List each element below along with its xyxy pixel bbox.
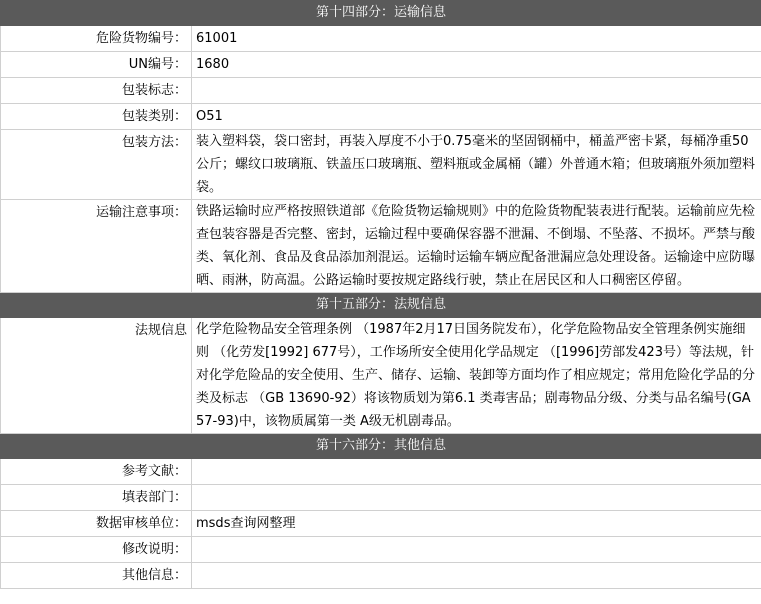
row-label: 法规信息 bbox=[1, 318, 192, 434]
table-row bbox=[1, 563, 761, 589]
table-row bbox=[1, 104, 761, 130]
section-title: 第十五部分：法规信息 bbox=[1, 293, 761, 318]
row-value bbox=[192, 485, 761, 511]
table-row bbox=[1, 130, 761, 200]
row-label: 参考文献： bbox=[1, 459, 192, 485]
table-row bbox=[1, 318, 761, 434]
row-label: 运输注意事项： bbox=[1, 200, 192, 293]
table-row bbox=[1, 537, 761, 563]
row-label: 修改说明： bbox=[1, 537, 192, 563]
row-label: 包装方法： bbox=[1, 130, 192, 200]
row-value: msds查询网整理 bbox=[192, 511, 761, 537]
row-value: 铁路运输时应严格按照铁道部《危险货物运输规则》中的危险货物配装表进行配装。运输前应先检查包装容器是否完整、密封，运输过程中要确保容器不泄漏、不倒塌、不坠落、不损坏。严禁与酸类、氧化剂、食品及食品添加剂混运。运输时运输车辆应配备泄漏应急处理设备。运输途中应防曝晒、雨淋，防高温。公路运输时要按规定路线行驶，禁止在居民区和人口稠密区停留。 bbox=[192, 200, 761, 293]
section-title: 第十四部分：运输信息 bbox=[1, 1, 761, 26]
row-label: 其他信息： bbox=[1, 563, 192, 589]
row-value bbox=[192, 459, 761, 485]
row-value: 装入塑料袋，袋口密封，再装入厚度不小于0.75毫米的坚固钢桶中，桶盖严密卡紧，每桶净重50公斤；螺纹口玻璃瓶、铁盖压口玻璃瓶、塑料瓶或金属桶（罐）外普通木箱；但玻璃瓶外须加塑料袋。 bbox=[192, 130, 761, 200]
table-row bbox=[1, 459, 761, 485]
row-value bbox=[192, 563, 761, 589]
section-title: 第十六部分：其他信息 bbox=[1, 434, 761, 459]
row-value: O51 bbox=[192, 104, 761, 130]
table-row bbox=[1, 26, 761, 52]
row-value: 化学危险物品安全管理条例 （1987年2月17日国务院发布），化学危险物品安全管理条例实施细则 （化劳发[1992] 677号），工作场所安全使用化学品规定 （[1996]劳部发423号）等法规，针对化学危险品的安全使用、生产、储存、运输、装卸等方面均作了相应规定；常用危险化学品的分类及标志 （GB 13690-92）将该物质划为第6.1 类毒害品；剧毒物品分级、分类与品名编号(GA 57-93)中，该物质属第一类 A级无机剧毒品。 bbox=[192, 318, 761, 434]
table-row bbox=[1, 78, 761, 104]
table-row bbox=[1, 200, 761, 293]
row-label: 包装标志： bbox=[1, 78, 192, 104]
row-label: UN编号： bbox=[1, 52, 192, 78]
section-header-other bbox=[1, 434, 761, 459]
table-row bbox=[1, 511, 761, 537]
row-label: 包装类别： bbox=[1, 104, 192, 130]
table-row bbox=[1, 52, 761, 78]
row-label: 危险货物编号： bbox=[1, 26, 192, 52]
row-label: 数据审核单位： bbox=[1, 511, 192, 537]
section-header-transport bbox=[1, 1, 761, 26]
row-value bbox=[192, 537, 761, 563]
row-value: 1680 bbox=[192, 52, 761, 78]
table-row bbox=[1, 485, 761, 511]
row-value: 61001 bbox=[192, 26, 761, 52]
section-header-regulatory bbox=[1, 293, 761, 318]
row-value bbox=[192, 78, 761, 104]
row-label: 填表部门： bbox=[1, 485, 192, 511]
